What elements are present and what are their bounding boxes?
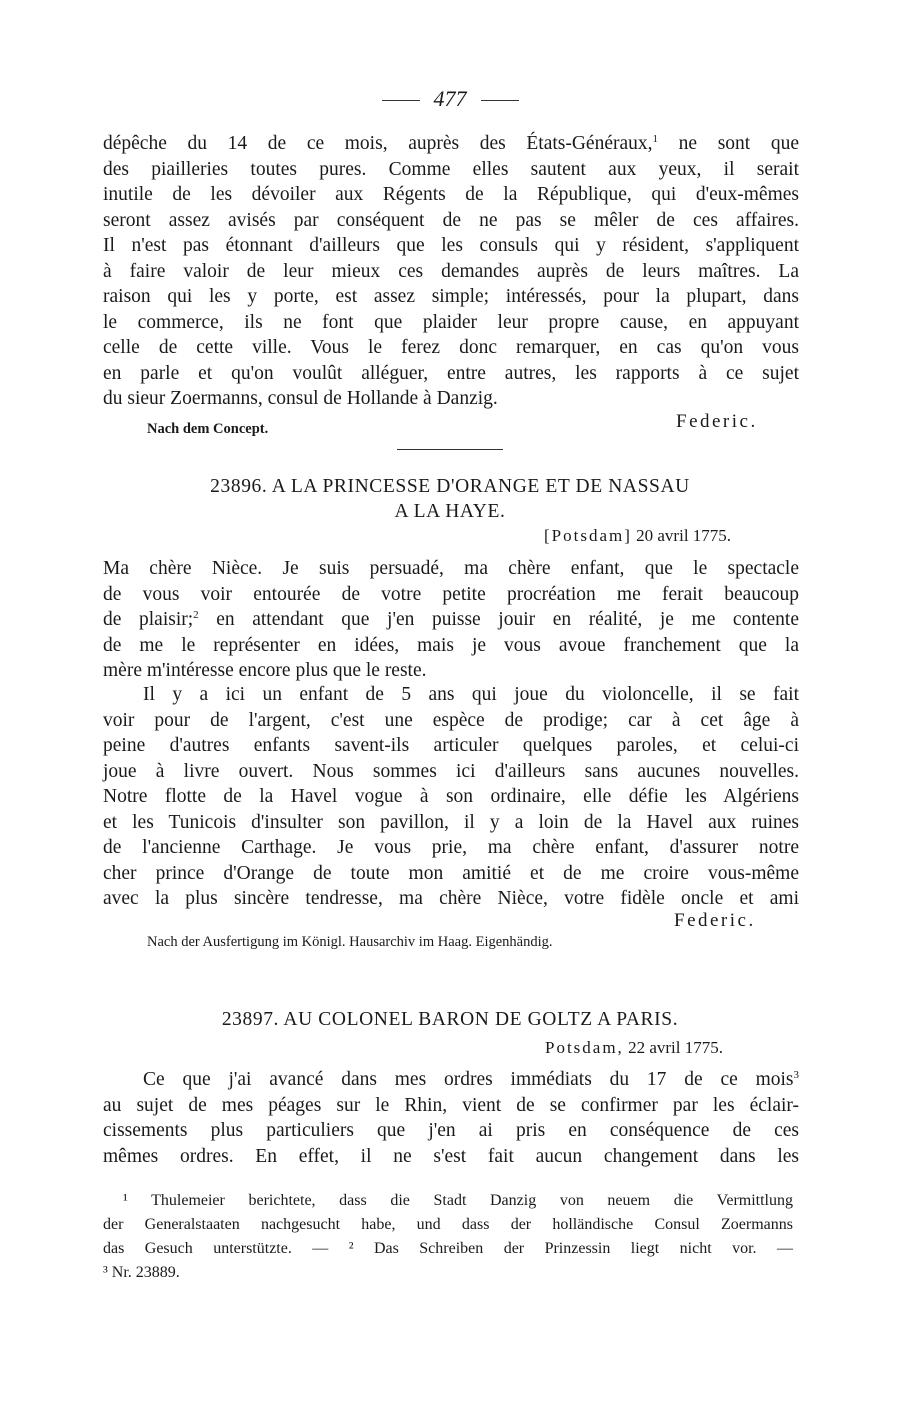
text-line: à faire valoir de leur mieux ces demandes auprès de leurs maîtres. La (103, 260, 799, 282)
text-line: et les Tunicois d'insulter son pavillon, il y a loin de la Havel aux ruines (103, 811, 799, 833)
text-line: peine d'autres enfants savent-ils articuler quelques paroles, et celui-ci (103, 735, 799, 756)
text-line: cher prince d'Orange de toute mon amitié et de me croire vous-même (103, 862, 799, 884)
text-line: le commerce, ils ne font que plaider leur propre cause, en appuyant (103, 311, 799, 333)
text-line: mêmes ordres. En effet, il ne s'est fait aucun changement dans les (103, 1145, 799, 1167)
dateline-place: Potsdam, (545, 1038, 624, 1057)
text-line: des piailleries toutes pures. Comme elles sautent aux yeux, il serait (103, 158, 799, 180)
source-note: Nach der Ausfertigung im Königl. Hausarchiv im Haag. Eigenhändig. (147, 934, 553, 950)
text-line: de l'ancienne Carthage. Je vous prie, ma chère enfant, d'assurer notre (103, 837, 799, 858)
header-dash-left (382, 100, 420, 101)
text-line: Ma chère Nièce. Je suis persuadé, ma chère enfant, que le spectacle (103, 558, 799, 579)
footnote-ref: 3 (793, 1069, 799, 1081)
text-line: de plaisir;$^2$ en attendant que j'en puisse jouir en réalité, je me contente (103, 609, 799, 630)
text-line: raison qui les y porte, est assez simple; intéressés, pour la plupart, dans (103, 286, 799, 307)
section-divider (397, 449, 503, 450)
text-line: du sieur Zoermanns, consul de Hollande à Danzig. (103, 388, 498, 409)
page-number: 477 (433, 86, 467, 111)
text-line: inutile de les dévoiler aux Régents de la République, qui d'eux-mêmes (103, 184, 799, 205)
text-line: au sujet de mes péages sur le Rhin, vient de se confirmer par les éclair- (103, 1094, 799, 1116)
footnote-ref: 2 (193, 609, 199, 621)
footnote-line: ³ Nr. 23889. (103, 1264, 180, 1281)
text-line: seront assez avisés par conséquent de ne pas se mêler de ces affaires. (103, 209, 799, 231)
page-header (0, 86, 900, 112)
header-dash-right (481, 100, 519, 101)
text-line: voir pour de l'argent, c'est une espèce de prodige; car à cet âge à (103, 709, 799, 731)
dateline-date: 22 avril 1775. (628, 1038, 723, 1057)
text-line: avec la plus sincère tendresse, ma chère Nièce, votre fidèle oncle et ami (103, 888, 799, 909)
footnote-ref: 1 (652, 133, 659, 145)
text-line: celle de cette ville. Vous le ferez donc remarquer, en cas qu'on vous (103, 337, 799, 358)
text-line: de vous voir entourée de votre petite procréation me ferait beaucoup (103, 583, 799, 605)
letter-title: 23896. A LA PRINCESSE D'ORANGE ET DE NASSAU (210, 476, 690, 497)
footnote-line: ¹ Thulemeier berichtete, dass die Stadt Danzig von neuem die Vermittlung (123, 1192, 793, 1209)
footnote-line: der Generalstaaten nachgesucht habe, und dass der holländische Consul Zoermanns (103, 1216, 793, 1233)
dateline (544, 526, 731, 546)
dateline-place: [Potsdam] (544, 526, 632, 545)
text-line: de me le représenter en idées, mais je vous avoue franchement que la (103, 634, 799, 656)
footnote-line: das Gesuch unterstützte. — ² Das Schreiben der Prinzessin liegt nicht vor. — (103, 1240, 793, 1257)
text-line: joue à livre ouvert. Nous sommes ici d'ailleurs sans aucunes nouvelles. (103, 760, 799, 782)
text-line: dépêche du 14 de ce mois, auprès des États-Généraux,$^1$ ne sont que (103, 133, 799, 154)
signature: Federic. (676, 411, 758, 432)
letter-title: 23897. AU COLONEL BARON DE GOLTZ A PARIS. (221, 1009, 679, 1030)
text-line: mère m'intéresse encore plus que le reste. (103, 660, 427, 681)
text-line: Ce que j'ai avancé dans mes ordres immédiats du 17 de ce mois$^3$ (143, 1069, 799, 1090)
text-line: cissements plus particuliers que j'en ai pris en conséquence de ces (103, 1120, 799, 1141)
text-line: Notre flotte de la Havel vogue à son ordinaire, elle défie les Algériens (103, 786, 799, 807)
dateline (545, 1038, 723, 1058)
signature: Federic. (674, 910, 756, 931)
text-line: en parle et qu'on voulût alléguer, entre autres, les rapports à ce sujet (103, 362, 799, 384)
letter-title-line2: A LA HAYE. (394, 501, 506, 522)
text-line: Il n'est pas étonnant d'ailleurs que les consuls qui y résident, s'appliquent (103, 235, 799, 256)
text-line: Il y a ici un enfant de 5 ans qui joue du violoncelle, il se fait (143, 684, 799, 705)
source-note: Nach dem Concept. (147, 421, 269, 437)
dateline-date: 20 avril 1775. (636, 526, 732, 545)
